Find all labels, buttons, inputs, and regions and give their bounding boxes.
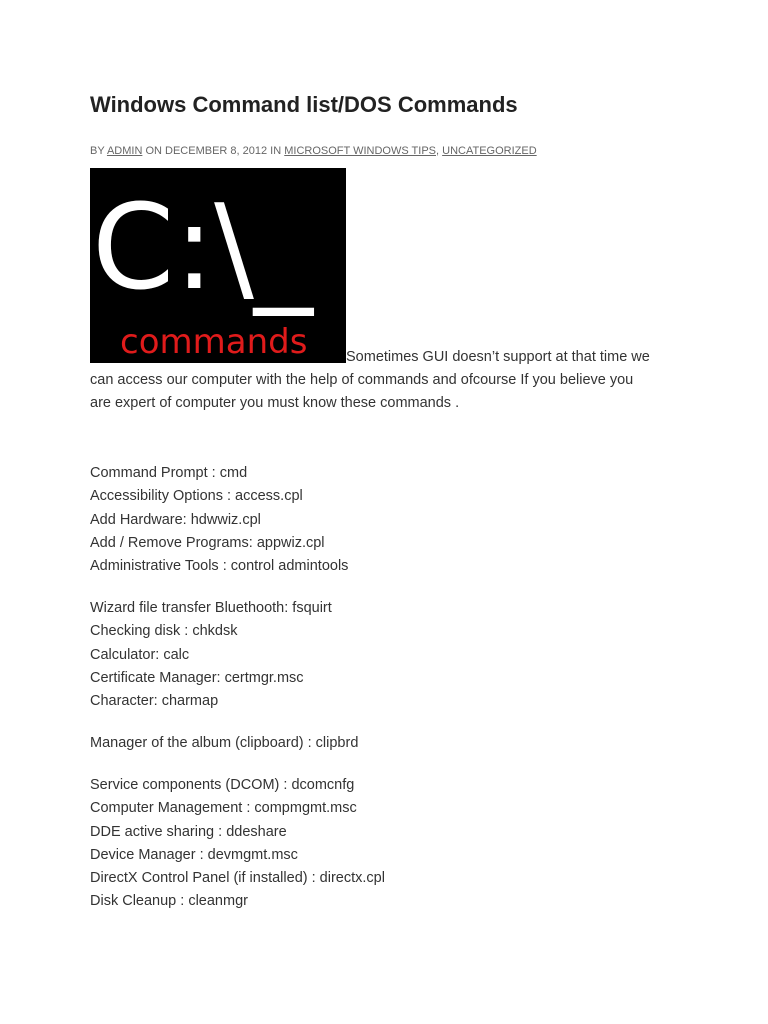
post-title: Windows Command list/DOS Commands <box>90 92 518 117</box>
command-item: Service components (DCOM) : dcomcnfg <box>90 777 355 793</box>
meta-separator: , <box>436 145 440 157</box>
command-item: Checking disk : chkdsk <box>90 623 238 640</box>
command-item: Wizard file transfer Bluethooth: fsquirt <box>90 600 332 616</box>
command-item: Add / Remove Programs: appwiz.cpl <box>90 534 325 551</box>
command-group-4 <box>90 774 385 914</box>
command-item: Calculator: calc <box>90 646 190 663</box>
author-link[interactable]: ADMIN <box>106 145 143 157</box>
command-group-2 <box>90 597 332 713</box>
intro-line-1: Sometimes GUI doesn’t support at that time we <box>346 349 650 365</box>
category-link-uncategorized[interactable]: UNCATEGORIZED <box>442 145 537 157</box>
command-item: Manager of the album (clipboard) : clipbrd <box>90 735 359 751</box>
command-item: Administrative Tools : control admintools <box>90 558 349 575</box>
command-item: Character: charmap <box>90 693 219 710</box>
commands-logo-graphic <box>90 168 346 363</box>
meta-date: ON DECEMBER 8, 2012 IN <box>145 145 282 157</box>
intro-line-3: are expert of computer you must know these commands . <box>90 395 460 411</box>
command-group-1 <box>90 462 348 578</box>
logo-main-text: C:\_ <box>92 178 313 316</box>
intro-line-2: can access our computer with the help of commands and ofcourse If you believe you <box>90 372 634 388</box>
command-item: Computer Management : compmgmt.msc <box>90 800 357 817</box>
command-item: Certificate Manager: certmgr.msc <box>90 669 304 686</box>
command-item: Add Hardware: hdwwiz.cpl <box>90 511 261 528</box>
logo-sub-text: commands <box>120 322 308 362</box>
command-item: Disk Cleanup : cleanmgr <box>90 893 248 910</box>
command-group-3 <box>90 732 358 755</box>
category-link-microsoft-windows-tips[interactable]: MICROSOFT WINDOWS TIPS <box>284 145 436 157</box>
commands-logo-image <box>90 168 346 363</box>
command-item: DirectX Control Panel (if installed) : directx.cpl <box>90 870 385 887</box>
meta-by: BY <box>90 145 105 157</box>
command-item: DDE active sharing : ddeshare <box>90 823 287 840</box>
post-meta <box>90 145 537 157</box>
command-item: Device Manager : devmgmt.msc <box>90 846 298 863</box>
command-item: Accessibility Options : access.cpl <box>90 488 303 505</box>
command-item: Command Prompt : cmd <box>90 465 248 481</box>
